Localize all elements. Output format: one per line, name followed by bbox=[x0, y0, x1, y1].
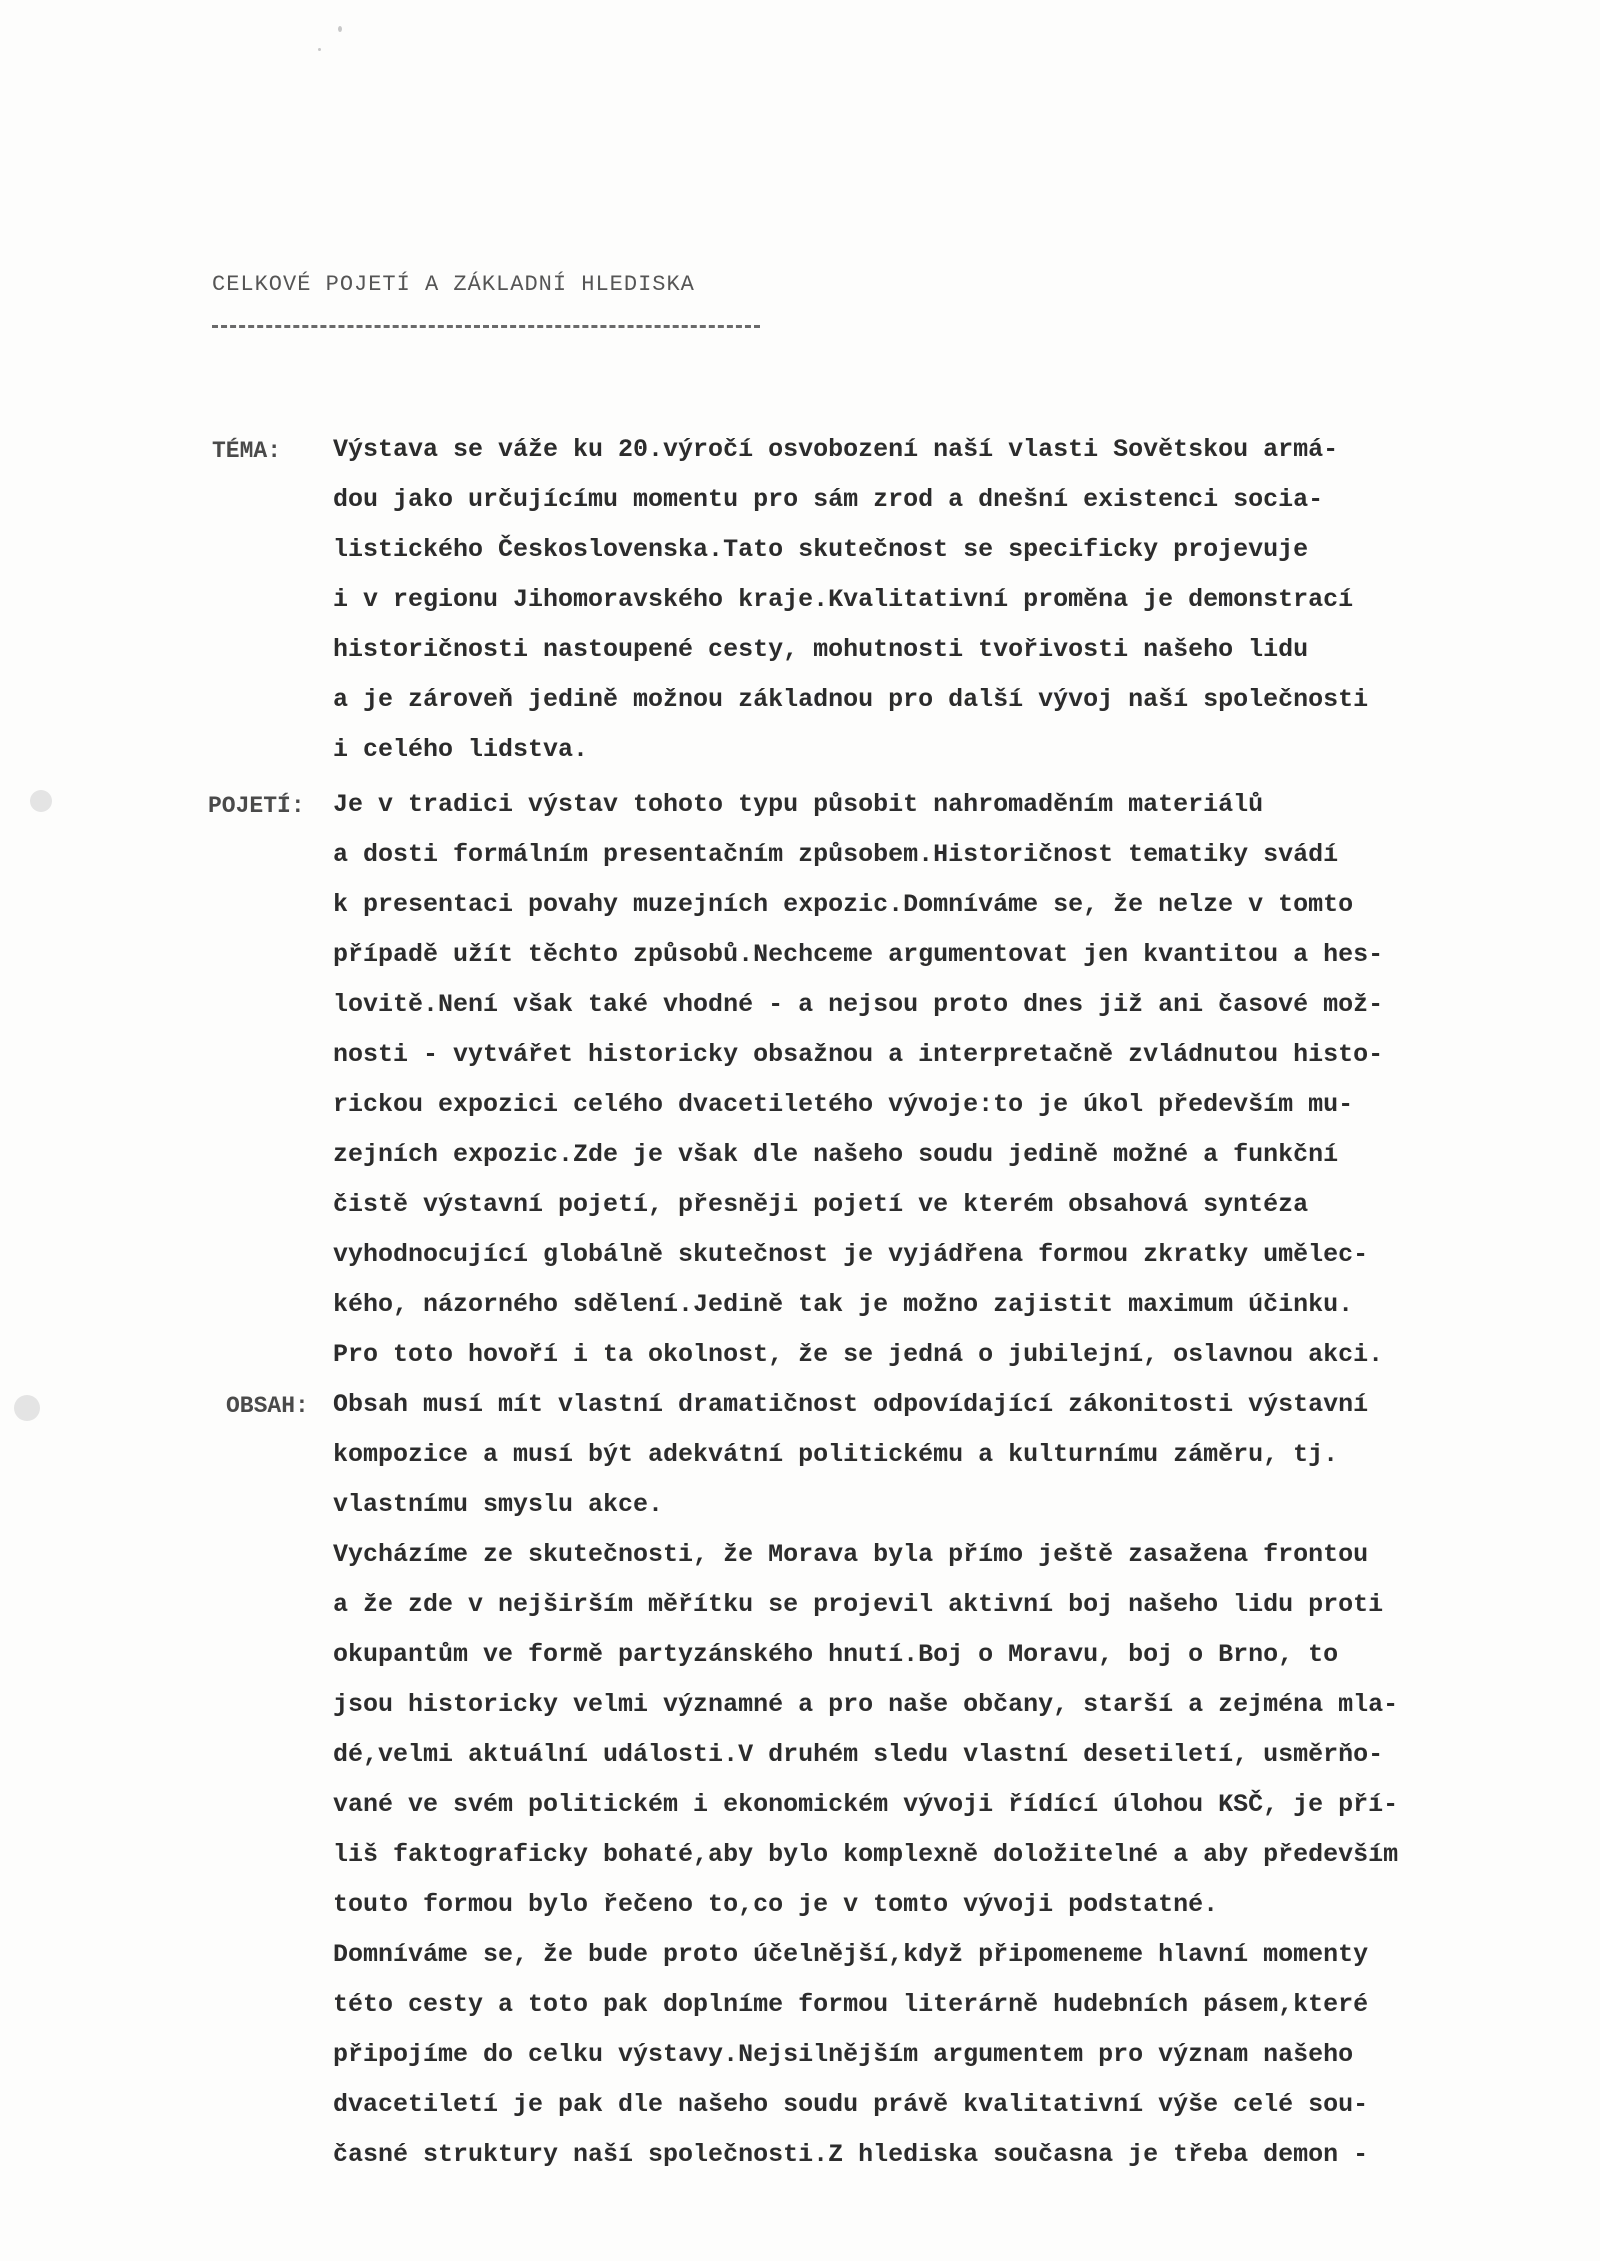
punch-hole-mark bbox=[30, 790, 52, 812]
text-line: vané ve svém politickém i ekonomickém vývoji řídící úlohou KSČ, je pří- bbox=[333, 1790, 1399, 1819]
text-line: lovitě.Není však také vhodné - a nejsou proto dnes již ani časové mož- bbox=[333, 990, 1384, 1019]
text-line: a dosti formálním presentačním způsobem.Historičnost tematiky svádí bbox=[333, 840, 1339, 869]
text-line: kého, názorného sdělení.Jedině tak je možno zajistit maximum účinku. bbox=[333, 1290, 1354, 1319]
text-line: této cesty a toto pak doplníme formou literárně hudebních pásem,které bbox=[333, 1990, 1369, 2019]
text-line: vlastnímu smyslu akce. bbox=[333, 1490, 664, 1519]
text-line: liš faktograficky bohaté,aby bylo komplexně doložitelné a aby především bbox=[333, 1840, 1399, 1869]
text-line: Je v tradici výstav tohoto typu působit nahromaděním materiálů bbox=[333, 790, 1264, 819]
section-label-pojeti: POJETÍ: bbox=[208, 793, 305, 819]
text-line: Obsah musí mít vlastní dramatičnost odpovídající zákonitosti výstavní bbox=[333, 1390, 1369, 1419]
section-text-obsah bbox=[333, 1380, 1398, 2180]
text-line: dou jako určujícímu momentu pro sám zrod a dnešní existenci socia- bbox=[333, 485, 1324, 514]
text-line: Výstava se váže ku 20.výročí osvobození naší vlasti Sovětskou armá- bbox=[333, 435, 1339, 464]
text-line: okupantům ve formě partyzánského hnutí.Boj o Moravu, boj o Brno, to bbox=[333, 1640, 1339, 1669]
text-line: dé,velmi aktuální události.V druhém sledu vlastní desetiletí, usměrňo- bbox=[333, 1740, 1384, 1769]
text-line: listického Československa.Tato skutečnost se specificky projevuje bbox=[333, 535, 1309, 564]
section-label-obsah: OBSAH: bbox=[226, 1393, 309, 1419]
text-line: čistě výstavní pojetí, přesněji pojetí ve kterém obsahová syntéza bbox=[333, 1190, 1309, 1219]
text-line: nosti - vytvářet historicky obsažnou a interpretačně zvládnutou histo- bbox=[333, 1040, 1384, 1069]
heading-underline bbox=[212, 325, 760, 328]
text-line: kompozice a musí být adekvátní politickému a kulturnímu záměru, tj. bbox=[333, 1440, 1339, 1469]
section-text-pojeti bbox=[333, 780, 1383, 1380]
text-line: vyhodnocující globálně skutečnost je vyjádřena formou zkratky umělec- bbox=[333, 1240, 1369, 1269]
text-line: Vycházíme ze skutečnosti, že Morava byla přímo ještě zasažena frontou bbox=[333, 1540, 1369, 1569]
paper-speck bbox=[318, 48, 321, 51]
text-line: případě užít těchto způsobů.Nechceme argumentovat jen kvantitou a hes- bbox=[333, 940, 1384, 969]
punch-hole-mark bbox=[14, 1395, 40, 1421]
paper-speck bbox=[338, 26, 342, 32]
text-line: a je zároveň jedině možnou základnou pro další vývoj naší společnosti bbox=[333, 685, 1369, 714]
section-text-tema bbox=[333, 425, 1368, 775]
text-line: připojíme do celku výstavy.Nejsilnějším argumentem pro význam našeho bbox=[333, 2040, 1354, 2069]
text-line: touto formou bylo řečeno to,co je v tomto vývoji podstatné. bbox=[333, 1890, 1219, 1919]
text-line: Pro toto hovoří i ta okolnost, že se jedná o jubilejní, oslavnou akci. bbox=[333, 1340, 1384, 1369]
text-line: i celého lidstva. bbox=[333, 735, 589, 764]
document-heading: CELKOVÉ POJETÍ A ZÁKLADNÍ HLEDISKA bbox=[212, 272, 695, 297]
section-label-tema: TÉMA: bbox=[212, 438, 282, 464]
text-line: jsou historicky velmi významné a pro naše občany, starší a zejména mla- bbox=[333, 1690, 1399, 1719]
text-line: rickou expozici celého dvacetiletého vývoje:to je úkol především mu- bbox=[333, 1090, 1354, 1119]
text-line: a že zde v nejširším měřítku se projevil aktivní boj našeho lidu proti bbox=[333, 1590, 1384, 1619]
text-line: zejních expozic.Zde je však dle našeho soudu jedině možné a funkční bbox=[333, 1140, 1339, 1169]
text-line: časné struktury naší společnosti.Z hlediska současna je třeba demon - bbox=[333, 2140, 1369, 2169]
text-line: dvacetiletí je pak dle našeho soudu právě kvalitativní výše celé sou- bbox=[333, 2090, 1369, 2119]
text-line: k presentaci povahy muzejních expozic.Domníváme se, že nelze v tomto bbox=[333, 890, 1354, 919]
text-line: historičnosti nastoupené cesty, mohutnosti tvořivosti našeho lidu bbox=[333, 635, 1309, 664]
text-line: Domníváme se, že bude proto účelnější,když připomeneme hlavní momenty bbox=[333, 1940, 1369, 1969]
text-line: i v regionu Jihomoravského kraje.Kvalitativní proměna je demonstrací bbox=[333, 585, 1354, 614]
